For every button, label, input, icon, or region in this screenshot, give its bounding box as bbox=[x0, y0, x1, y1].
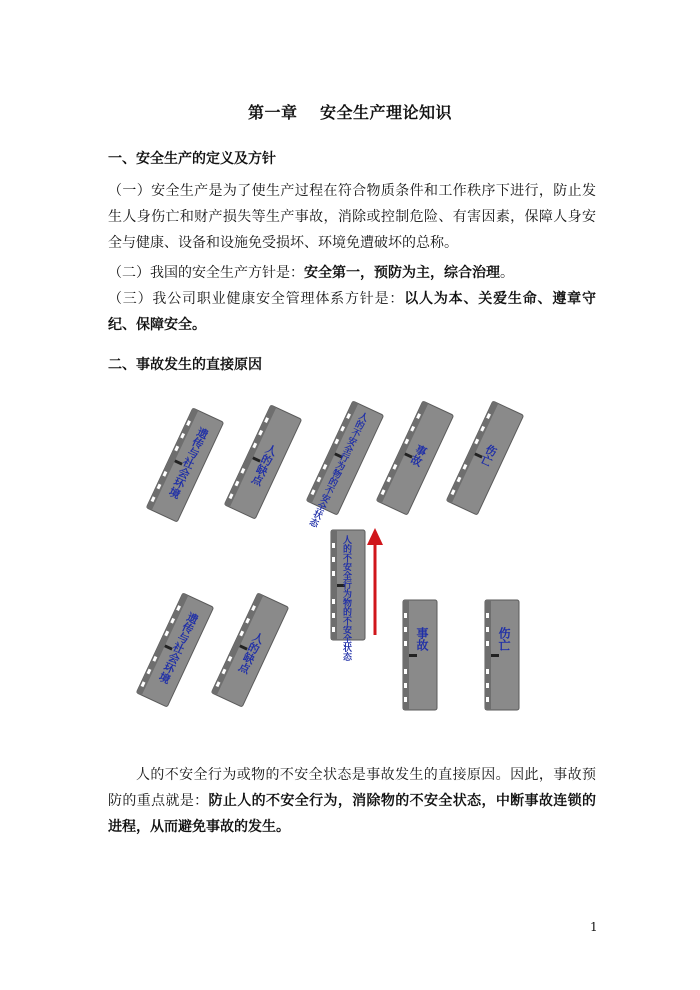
domino-top-5-label: 伤亡 bbox=[477, 442, 500, 468]
domino-top-4-label: 事故 bbox=[407, 442, 430, 468]
domino-bottom-5 bbox=[485, 600, 519, 710]
page-number: 1 bbox=[590, 920, 598, 934]
company-policy-bold: 以人为本、关爱生命、遵章守纪、保障安全。 bbox=[108, 291, 596, 333]
conclusion-prefix: 人的不安全行为或物的不安全状态是事故发生的直接原因。因此，事故预防的重点就是： bbox=[108, 767, 596, 809]
domino-bottom-1 bbox=[136, 593, 213, 707]
policy-prefix: （二）我国的安全生产方针是： bbox=[108, 265, 304, 281]
policy-bold: 安全第一，预防为主，综合治理 bbox=[304, 265, 500, 281]
domino-bottom-1-label: 遗传与社会环境 bbox=[156, 610, 201, 686]
policy-suffix: 。 bbox=[500, 265, 514, 281]
domino-bottom-4 bbox=[403, 600, 437, 710]
domino-bottom-2 bbox=[211, 593, 288, 707]
domino-top-3-label: 人的不安全行为物的不安全状态 bbox=[306, 409, 369, 529]
domino-top-1-label: 遗传与社会环境 bbox=[166, 425, 211, 501]
paragraph-company-policy bbox=[108, 286, 596, 338]
chapter-title: 第一章 安全生产理论知识 bbox=[247, 103, 453, 122]
section-heading-1: 一、安全生产的定义及方针 bbox=[108, 151, 276, 167]
domino-top-3 bbox=[297, 401, 384, 535]
red-arrow bbox=[367, 528, 383, 635]
domino-top-1 bbox=[146, 408, 223, 522]
domino-top-2 bbox=[224, 405, 301, 519]
company-policy-prefix: （三）我公司职业健康安全管理体系方针是： bbox=[108, 291, 405, 307]
domino-middle-label: 人的不安全行为物的不安全状态 bbox=[341, 535, 351, 661]
domino-bottom-5-label: 伤亡 bbox=[497, 627, 511, 651]
domino-bottom-2-label: 人的缺点 bbox=[235, 629, 267, 676]
conclusion-bold: 防止人的不安全行为，消除物的不安全状态，中断事故连锁的进程，从而避免事故的发生。 bbox=[108, 793, 596, 835]
domino-top-4 bbox=[376, 401, 453, 515]
domino-diagram bbox=[130, 400, 530, 720]
paragraph-national-policy bbox=[108, 260, 596, 286]
domino-bottom-4-label: 事故 bbox=[415, 627, 429, 651]
domino-top-2-label: 人的缺点 bbox=[248, 441, 280, 488]
paragraph-conclusion bbox=[108, 762, 596, 840]
paragraph-definition: （一）安全生产是为了使生产过程在符合物质条件和工作秩序下进行，防止发生人身伤亡和财产损失等生产事故，消除或控制危险、有害因素，保障人身安全与健康、设备和设施免受损坏、环境免遭破坏的总称。 bbox=[108, 183, 596, 251]
domino-top-5 bbox=[446, 401, 523, 515]
domino-middle bbox=[331, 530, 365, 662]
section-heading-2: 二、事故发生的直接原因 bbox=[108, 357, 262, 373]
